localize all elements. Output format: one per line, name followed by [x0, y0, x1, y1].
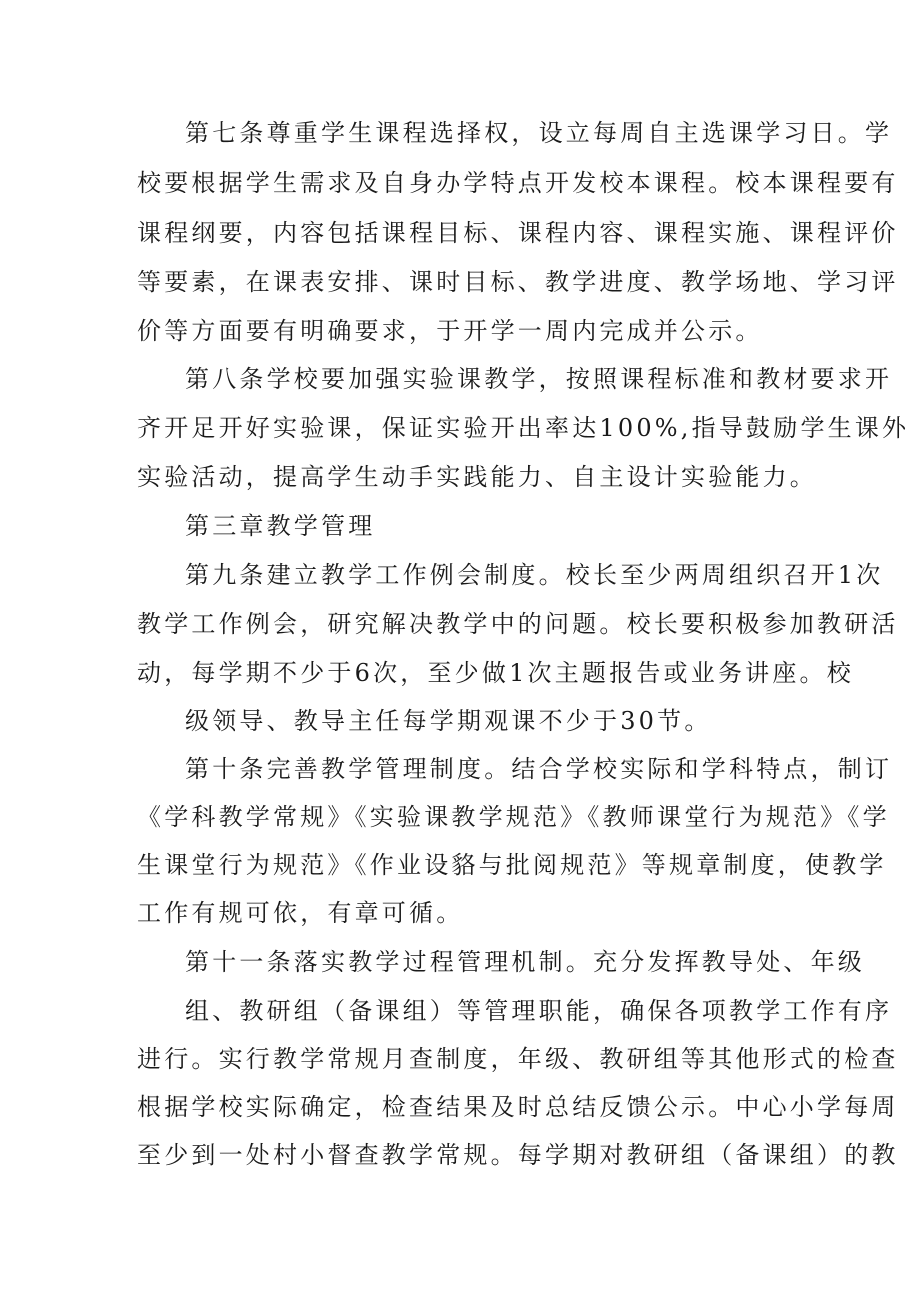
article-9-line-4: 级领导、教导主任每学期观课不少于30节。 — [185, 707, 712, 735]
article-9-line-1: 第九条建立教学工作例会制度。校长至少两周组织召开1次 — [185, 561, 884, 589]
article-7-line-4: 等要素，在课表安排、课时目标、教学进度、教学场地、学习评 — [137, 268, 899, 296]
article-9-line-3: 动，每学期不少于6次，至少做1次主题报告或业务讲座。校 — [137, 659, 854, 687]
article-11-line-3: 进行。实行教学常规月查制度，年级、教研组等其他形式的检查 — [137, 1045, 899, 1073]
article-7-line-1: 第七条尊重学生课程选择权，设立每周自主选课学习日。学 — [185, 119, 893, 147]
article-8-line-1: 第八条学校要加强实验课教学，按照课程标准和教材要求开 — [185, 365, 893, 393]
chapter-3-heading: 第三章教学管理 — [185, 512, 376, 540]
article-10-line-2: 《学科教学常规》《实验课教学规范》《教师课堂行为规范》《学 — [137, 803, 890, 831]
article-8-line-3: 实验活动，提高学生动手实践能力、自主设计实验能力。 — [137, 463, 817, 491]
article-11-line-2: 组、教研组（备课组）等管理职能，确保各项教学工作有序 — [185, 997, 893, 1025]
article-7-line-5: 价等方面要有明确要求，于开学一周内完成并公示。 — [137, 317, 763, 345]
article-10-line-4: 工作有规可依，有章可循。 — [137, 899, 464, 927]
article-9-line-2: 教学工作例会，研究解决教学中的问题。校长要积极参加教研活 — [137, 610, 899, 638]
article-11-line-4: 根据学校实际确定，检查结果及时总结反馈公示。中心小学每周 — [137, 1093, 899, 1121]
article-11-line-1: 第十一条落实教学过程管理机制。充分发挥教导处、年级 — [185, 948, 865, 976]
article-7-line-3: 课程纲要，内容包括课程目标、课程内容、课程实施、课程评价 — [137, 219, 899, 247]
article-10-line-1: 第十条完善教学管理制度。结合学校实际和学科特点，制订 — [185, 755, 893, 783]
article-11-line-5: 至少到一处村小督查教学常规。每学期对教研组（备课组）的教 — [137, 1141, 899, 1169]
article-10-line-3: 生课堂行为规范》《作业设貉与批阅规范》等规章制度，使教学 — [137, 851, 887, 879]
article-8-line-2: 齐开足开好实验课，保证实验开出率达100%,指导鼓励学生课外 — [137, 414, 910, 442]
article-7-line-2: 校要根据学生需求及自身办学特点开发校本课程。校本课程要有 — [137, 169, 899, 197]
